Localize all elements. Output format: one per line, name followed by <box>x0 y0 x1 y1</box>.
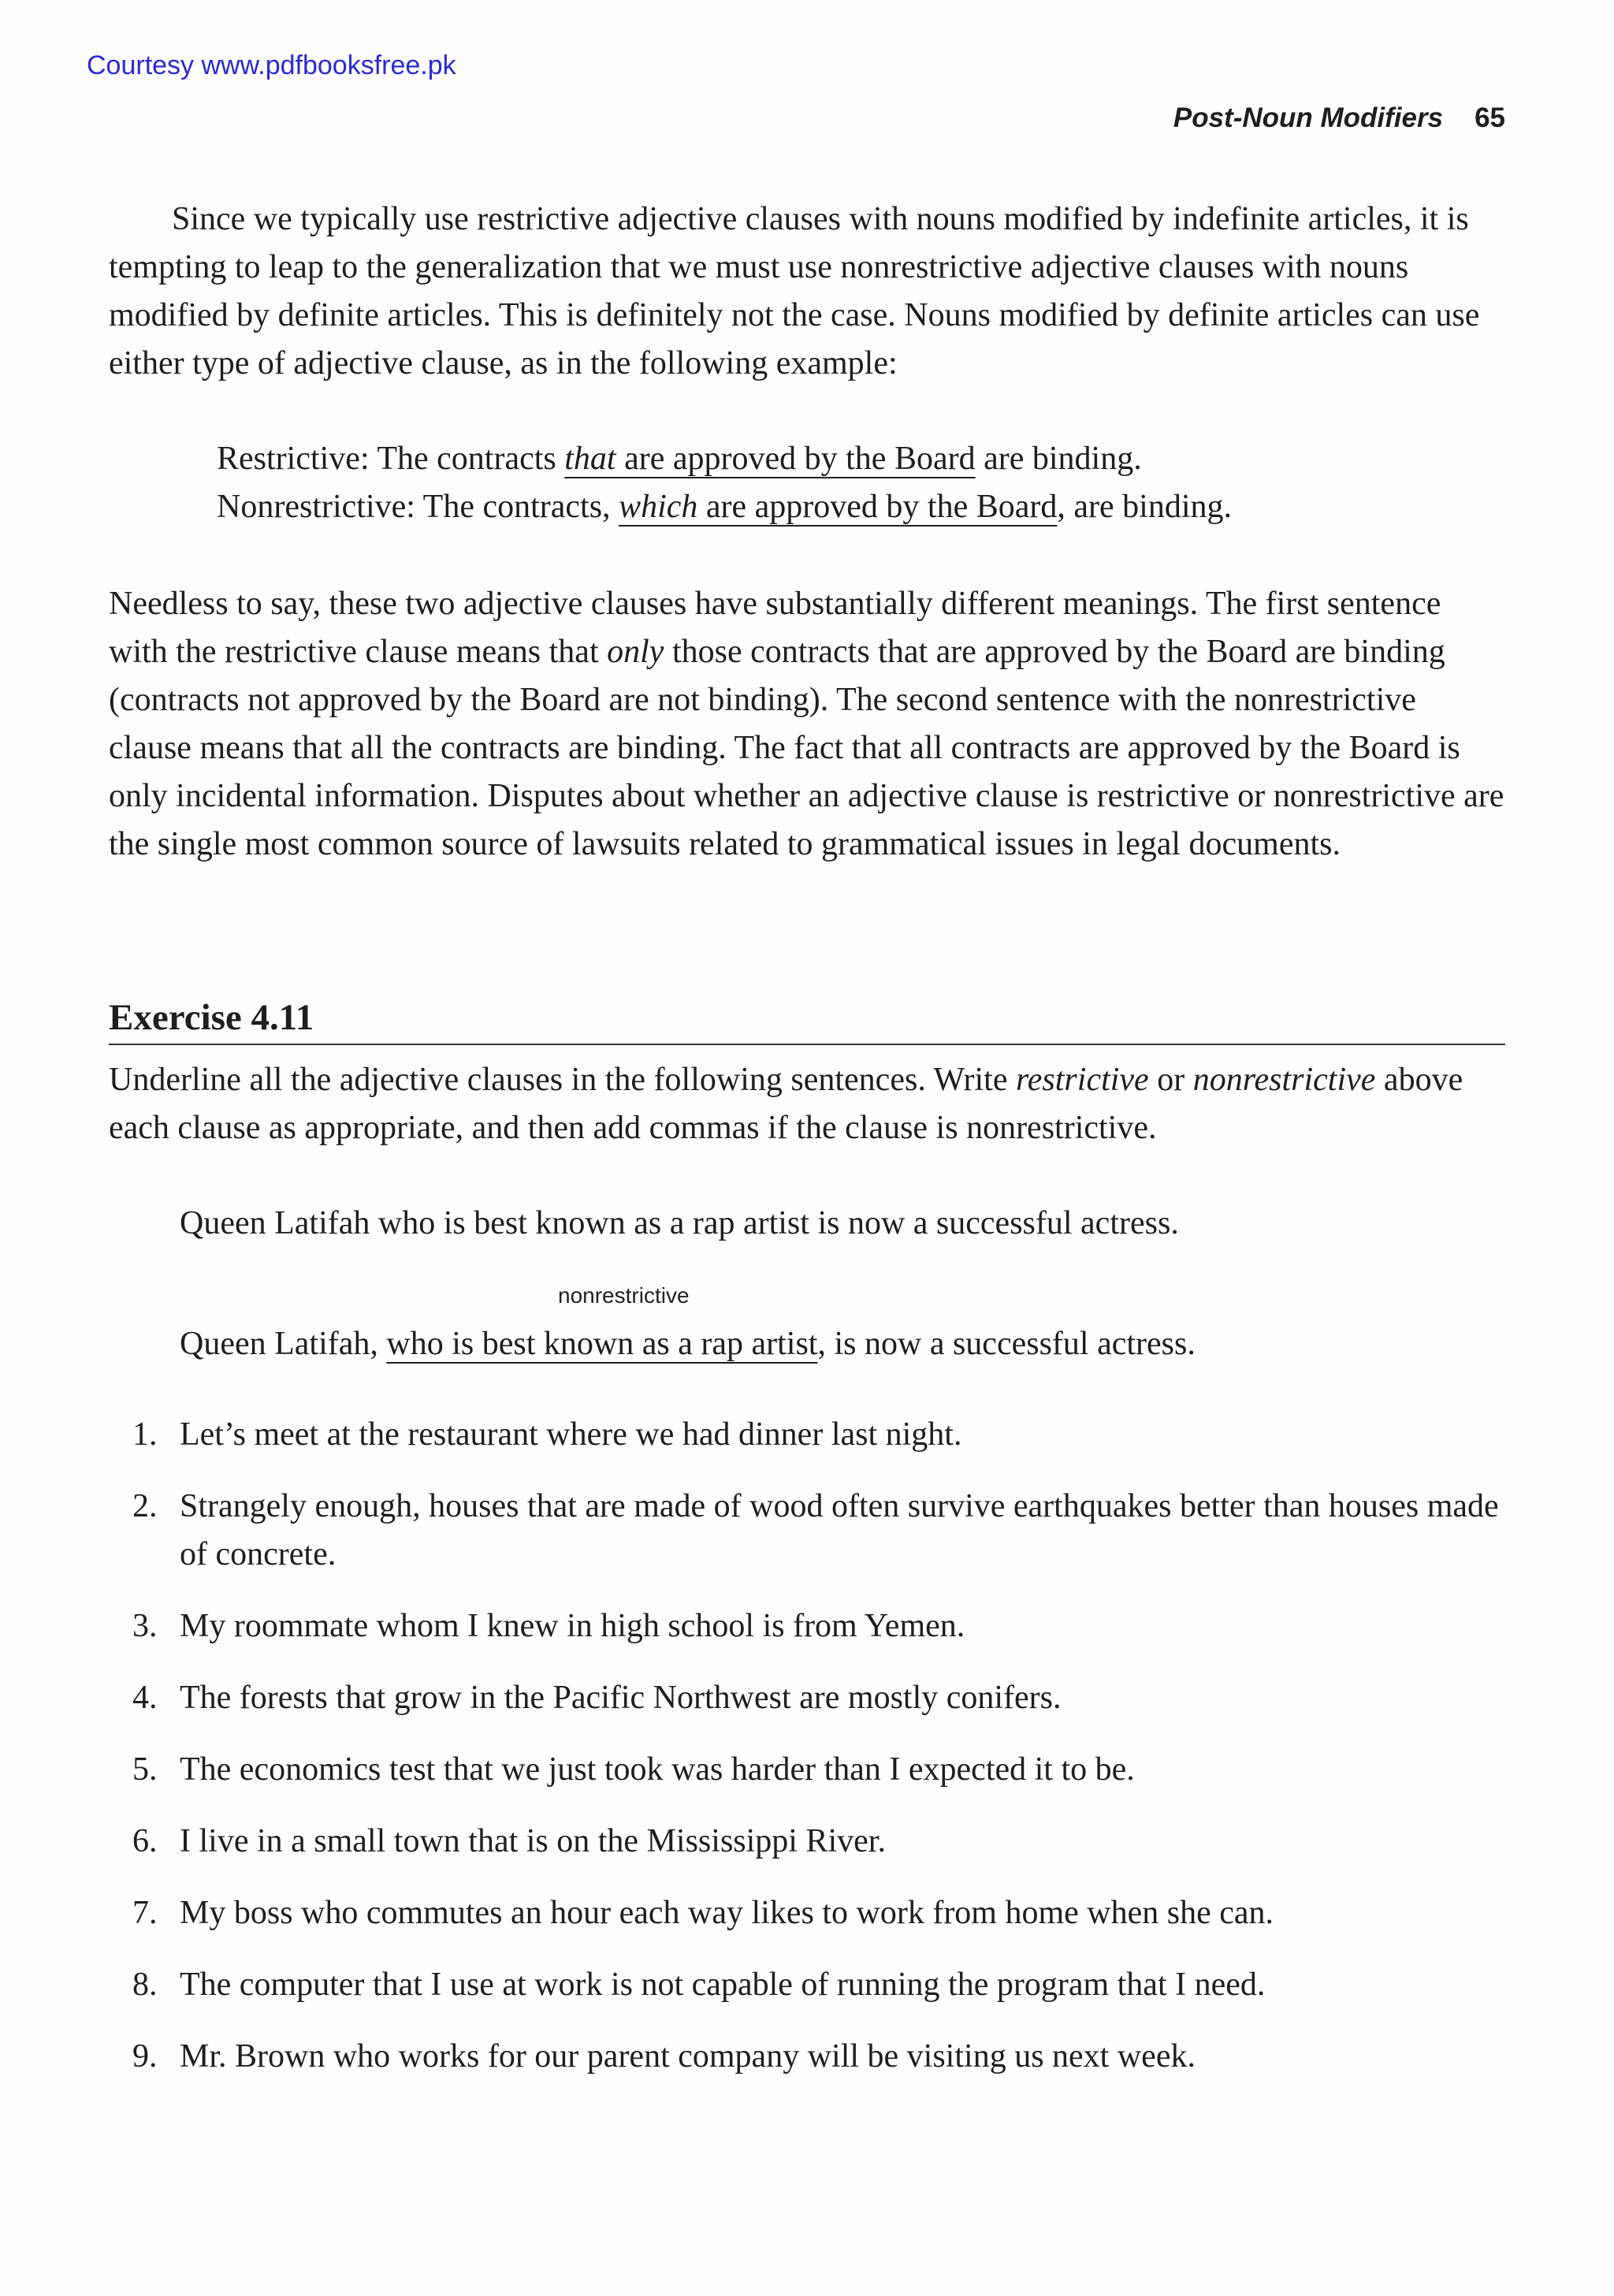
intro-paragraph: Since we typically use restrictive adjective clauses with nouns modified by indefinite articles, it is tempting to leap to the generalization that we must use nonrestrictive adjective clauses with nouns modified by definite articles. This is definitely not the case. Nouns modified by definite articles can use either type of adjective clause, as in the following example: <box>109 201 1480 381</box>
item-text: I live in a small town that is on the Mississippi River. <box>180 1823 886 1859</box>
item-text: Let’s meet at the restaurant where we had dinner last night. <box>180 1416 962 1453</box>
example-restrictive-prefix: Restrictive: The contracts <box>217 441 565 477</box>
example-nonrestrictive-clause-rest: are approved by the Board <box>697 489 1058 525</box>
discussion-part1: Needless to say, these two adjective clauses have substantially different meanings. The first sentence with the restrictive clause means that <box>109 586 1441 670</box>
instructions-em-nonrestrictive: nonrestrictive <box>1192 1062 1376 1098</box>
item-text: Strangely enough, houses that are made of wood often survive earthquakes better than houses made of concrete. <box>180 1488 1499 1572</box>
item-number: 8. <box>132 1967 158 2003</box>
sample-label: nonrestrictive <box>558 1283 690 1308</box>
example-restrictive-suffix: are binding. <box>975 441 1142 477</box>
instructions-or: or <box>1148 1062 1193 1098</box>
example-restrictive-clause-rest: are approved by the Board <box>615 441 976 477</box>
courtesy-link[interactable]: Courtesy www.pdfbooksfree.pk <box>87 50 456 80</box>
sample-answer-prefix: Queen Latifah, <box>180 1326 387 1362</box>
list-item <box>109 1483 1505 1579</box>
exercise-instructions <box>109 1056 1505 1152</box>
sample-question: Queen Latifah who is best known as a rap artist is now a successful actress. <box>180 1205 1179 1241</box>
item-number: 3. <box>132 1608 158 1644</box>
example-nonrestrictive-prefix: Nonrestrictive: The contracts, <box>217 489 619 525</box>
item-number: 5. <box>132 1751 158 1788</box>
example-restrictive <box>217 435 1142 483</box>
discussion-paragraph <box>109 580 1505 869</box>
list-item <box>109 1818 1505 1866</box>
item-number: 9. <box>132 2038 158 2075</box>
item-text: The economics test that we just took was harder than I expected it to be. <box>180 1751 1135 1788</box>
list-item <box>109 1411 1505 1459</box>
item-number: 1. <box>132 1416 158 1453</box>
item-number: 4. <box>132 1680 158 1716</box>
discussion-part2: those contracts that are approved by the Board are binding (contracts not approved by the Board are not binding). The second sentence with the nonrestrictive clause means that all the contracts are binding. The fact that all contracts are approved by the Board is only incidental information. Disputes about whether an adjective clause is restrictive or nonrestrictive are the single most common source of lawsuits related to grammatical issues in legal documents. <box>109 634 1504 862</box>
list-item <box>109 1746 1505 1794</box>
sample-answer-suffix: , is now a successful actress. <box>817 1326 1196 1362</box>
item-text: Mr. Brown who works for our parent company will be visiting us next week. <box>180 2038 1196 2075</box>
instructions-part1: Underline all the adjective clauses in the following sentences. Write <box>109 1062 1016 1098</box>
example-nonrestrictive <box>217 483 1232 531</box>
exercise-list <box>109 1411 1505 2104</box>
item-number: 7. <box>132 1895 158 1931</box>
list-item <box>109 1674 1505 1722</box>
sample-answer <box>180 1320 1196 1368</box>
item-number: 6. <box>132 1823 158 1859</box>
instructions-em-restrictive: restrictive <box>1015 1062 1149 1098</box>
instructions-part2: above each clause as appropriate, and then add commas if the clause is nonrestrictive. <box>109 1062 1463 1146</box>
sample-answer-clause: who is best known as a rap artist <box>386 1326 818 1362</box>
discussion-emphasis: only <box>607 634 664 670</box>
page-number: 65 <box>1475 102 1505 133</box>
example-restrictive-clause <box>564 441 975 477</box>
example-nonrestrictive-clause <box>619 489 1057 525</box>
example-nonrestrictive-suffix: , are binding. <box>1057 489 1232 525</box>
list-item <box>109 2033 1505 2081</box>
item-number: 2. <box>132 1488 158 1524</box>
running-header-title: Post-Noun Modifiers <box>1173 102 1444 133</box>
item-text: My boss who commutes an hour each way likes to work from home when she can. <box>180 1895 1274 1931</box>
list-item <box>109 1961 1505 2009</box>
item-text: My roommate whom I knew in high school is from Yemen. <box>180 1608 965 1644</box>
example-restrictive-pronoun: that <box>564 441 616 477</box>
example-nonrestrictive-pronoun: which <box>619 489 698 525</box>
list-item <box>109 1602 1505 1650</box>
running-header <box>1173 102 1505 134</box>
item-text: The computer that I use at work is not capable of running the program that I need. <box>180 1967 1266 2003</box>
exercise-heading: Exercise 4.11 <box>109 993 1505 1045</box>
item-text: The forests that grow in the Pacific Northwest are mostly conifers. <box>180 1680 1062 1716</box>
list-item <box>109 1889 1505 1937</box>
